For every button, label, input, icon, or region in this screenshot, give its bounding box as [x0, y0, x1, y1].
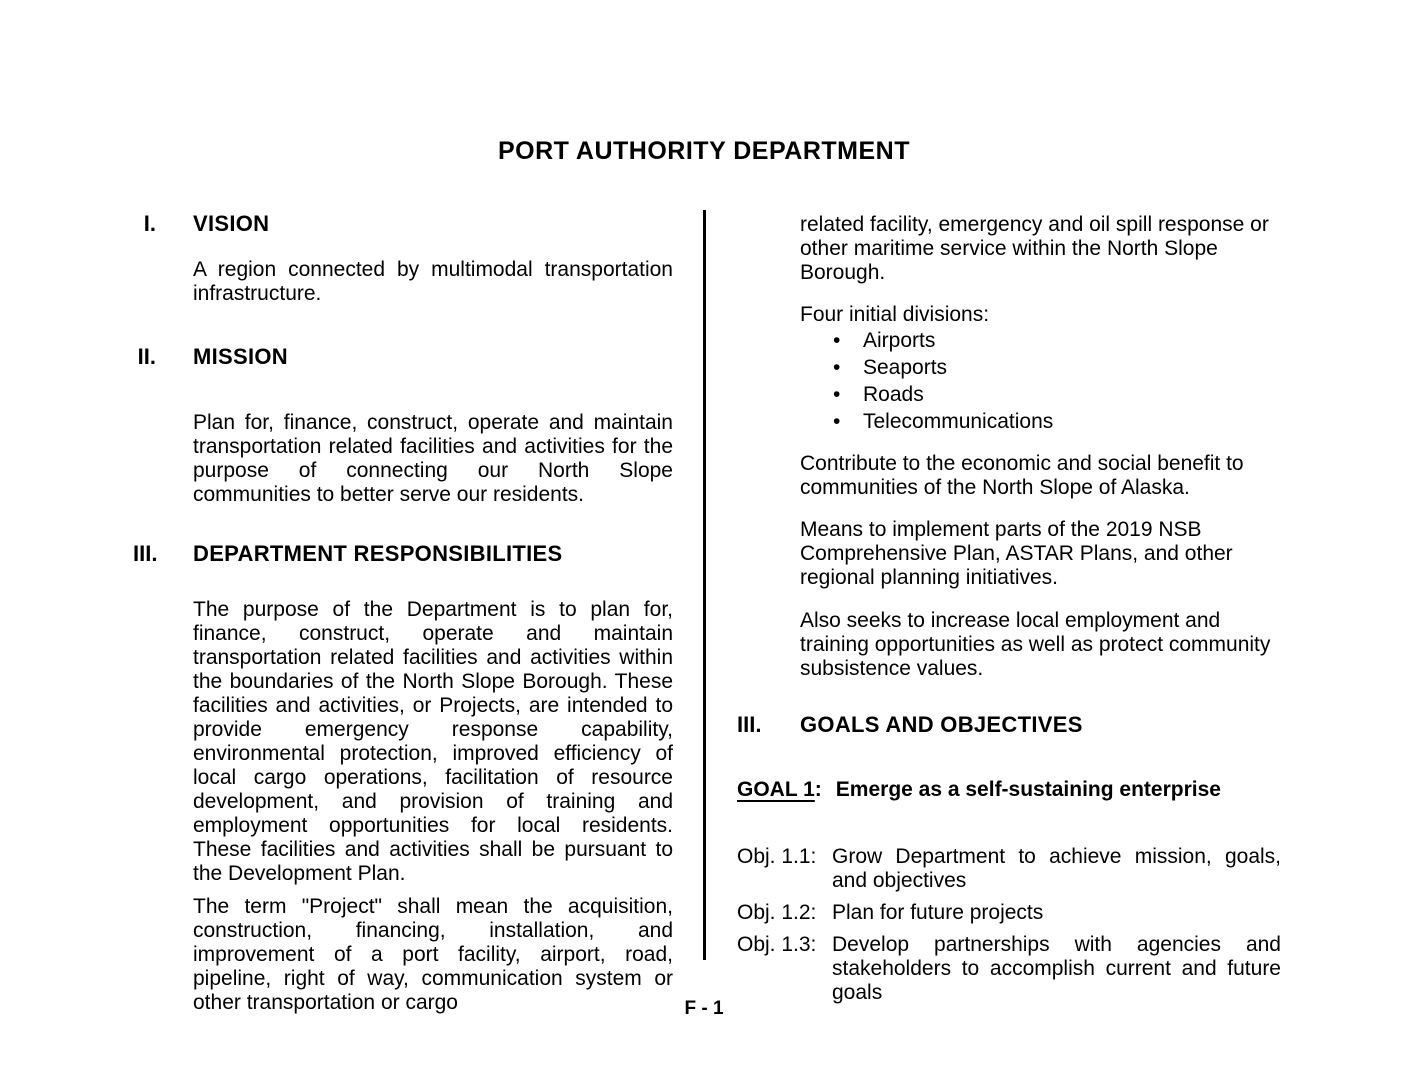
objective-row [737, 933, 1281, 1005]
page-number: F - 1 [684, 998, 724, 1019]
section-heading: MISSION [193, 344, 288, 369]
objective-text: Develop partnerships with agencies and stakeholders to accomplish current and future goals [832, 933, 1281, 1004]
list-item [737, 408, 1281, 435]
division-label: Roads [863, 383, 924, 406]
intro-paragraph: related facility, emergency and oil spill response or other maritime service within the North Slope Borough. [800, 213, 1269, 284]
division-label: Airports [863, 329, 936, 352]
benefit-paragraph: Contribute to the economic and social benefit to communities of the North Slope of Alaska. [800, 452, 1244, 499]
column-divider [703, 210, 706, 960]
divisions-list [737, 327, 1281, 435]
goal-1-line [737, 778, 1281, 802]
mission-paragraph: Plan for, finance, construct, operate and maintain transportation related facilities and activities for the purpose of connecting our North Slope communities to better serve our residents. [193, 411, 673, 506]
section-heading: DEPARTMENT RESPONSIBILITIES [193, 541, 563, 566]
section-responsibilities-heading [133, 542, 673, 566]
objective-row [737, 901, 1281, 925]
section-vision-heading [133, 212, 673, 236]
objective-row [737, 845, 1281, 893]
section-numeral: III. [133, 541, 158, 566]
list-item [737, 327, 1281, 354]
bullet-icon: • [833, 383, 841, 406]
divisions-label: Four initial divisions: [800, 303, 990, 326]
section-mission-heading [133, 345, 673, 369]
vision-paragraph: A region connected by multimodal transportation infrastructure. [193, 258, 673, 305]
plans-paragraph: Means to implement parts of the 2019 NSB Comprehensive Plan, ASTAR Plans, and other regional planning initiatives. [800, 518, 1233, 589]
goal-text: Emerge as a self-sustaining enterprise [835, 778, 1221, 801]
objective-label: Obj. 1.3: [737, 933, 817, 956]
division-label: Telecommunications [863, 410, 1054, 433]
section-heading: VISION [193, 211, 270, 236]
section-numeral: I. [143, 211, 156, 236]
section-numeral: III. [737, 712, 762, 737]
section-heading: GOALS AND OBJECTIVES [800, 712, 1083, 737]
section-numeral: II. [137, 344, 156, 369]
list-item [737, 354, 1281, 381]
objective-label: Obj. 1.1: [737, 845, 817, 868]
left-column [133, 200, 673, 1015]
goal-label: GOAL 1 [737, 778, 815, 801]
objective-text: Grow Department to achieve mission, goals, and objectives [832, 845, 1281, 892]
goal-colon: : [814, 778, 822, 801]
objective-text: Plan for future projects [832, 901, 1044, 924]
responsibilities-paragraph-1: The purpose of the Department is to plan for, finance, construct, operate and maintain transportation related facilities and activities within the boundaries of the North Slope Borough. These facilities and activities, or Projects, are intended to provide emergency response capability, environmental protection, improved efficiency of local cargo operations, facilitation of resource development, and provision of training and employment opportunities for local residents. These facilities and activities shall be pursuant to the Development Plan. [193, 598, 673, 885]
responsibilities-paragraph-2: The term "Project" shall mean the acquisition, construction, financing, installation, and improvement of a port facility, airport, road, pipeline, right of way, communication system or other transportation or cargo [193, 895, 673, 1014]
list-item [737, 381, 1281, 408]
bullet-icon: • [833, 356, 841, 379]
objective-label: Obj. 1.2: [737, 901, 817, 924]
right-column [737, 200, 1281, 1005]
page-title: PORT AUTHORITY DEPARTMENT [497, 137, 911, 165]
bullet-icon: • [833, 410, 841, 433]
employment-paragraph: Also seeks to increase local employment and training opportunities as well as protect community subsistence values. [800, 609, 1271, 680]
division-label: Seaports [863, 356, 948, 379]
bullet-icon: • [833, 329, 841, 352]
section-goals-heading [737, 713, 1281, 737]
